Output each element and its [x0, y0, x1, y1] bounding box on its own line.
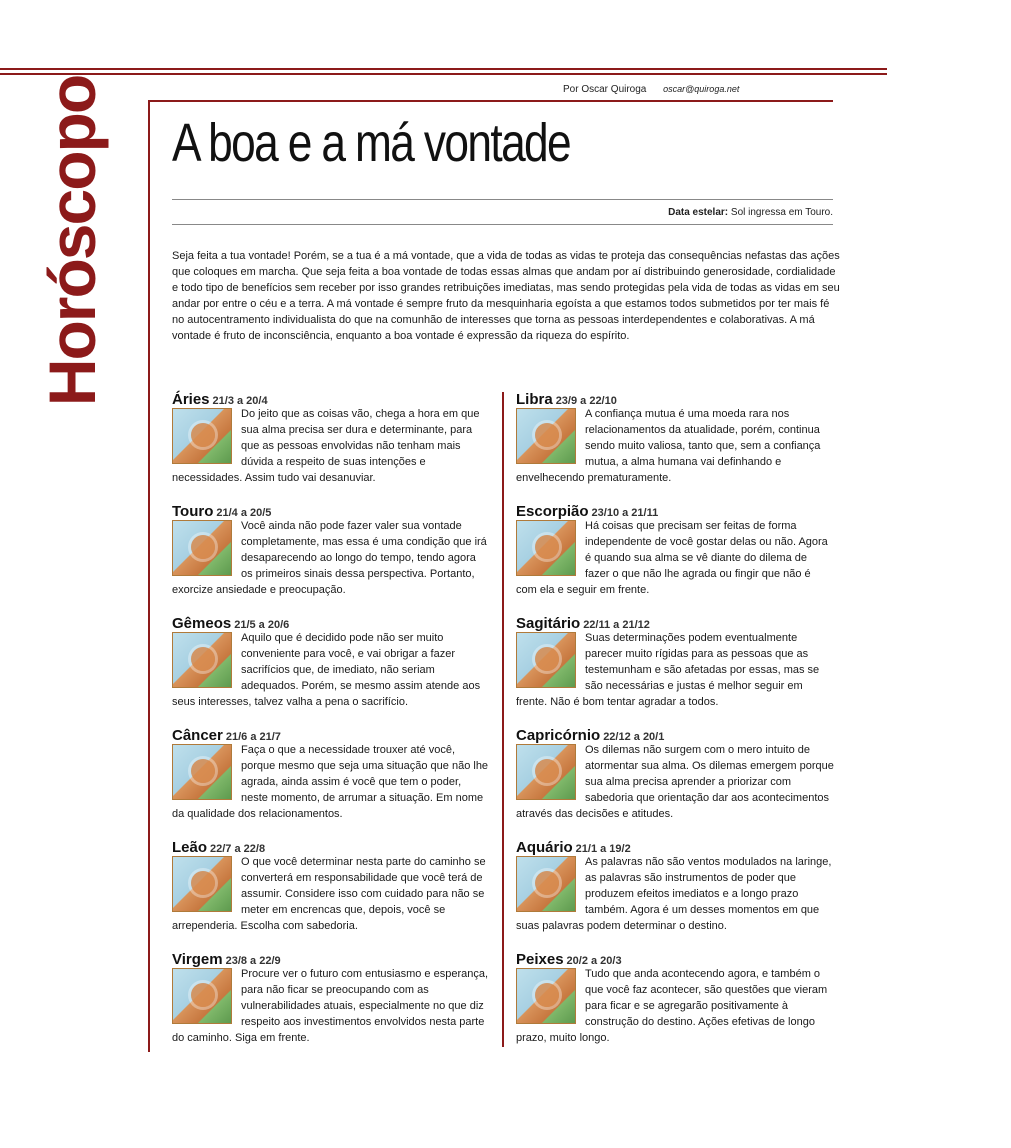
sign-8 — [516, 611, 834, 710]
intro-paragraph: Seja feita a tua vontade! Porém, se a tua é a má vontade, que a vida de todas as vidas te proteja das consequências nefastas das ações que coloques em marcha. Que seja feita a boa vontade de todas essas almas que andam por aí distribuindo generosidade, cordialidade e todo tipo de benefícios sem receber por isso grandes retribuições imediatas, mas sendo protegidas pela vida de todas as vidas em seu andar por entre o céu e a terra. A má vontade é sempre fruto da mesquinharia egoísta a que estamos todos submetidos por ter mais fé no autocentramento individualista do que na comunhão de interesses que torna as pessoas interdependentes e colaborativas. A má vontade é fruto de inconsciência, enquanto a boa vontade é expressão da riqueza do espírito. — [172, 250, 840, 342]
sign-4 — [172, 835, 490, 934]
sign-dates: 20/2 a 20/3 — [566, 955, 622, 967]
sagittarius-centaur-illustration — [516, 632, 576, 688]
sign-body — [516, 518, 834, 598]
sign-name: Sagitário — [516, 615, 581, 632]
sign-text: A confiança mutua é uma moeda rara nos relacionamentos da atualidade, porém, continua sendo muito valiosa, tanto que, sem a confiança mutua, a alma humana vai definhando e envelhecendo prematuramente. — [516, 408, 821, 484]
sign-body — [516, 406, 834, 486]
sign-heading — [172, 387, 490, 406]
sign-body — [172, 742, 490, 822]
divider — [172, 199, 833, 200]
sign-name: Virgem — [172, 951, 223, 968]
section-title: Horóscopo — [35, 75, 109, 407]
author-email[interactable]: oscar@quiroga.net — [663, 84, 740, 94]
sign-dates: 21/3 a 20/4 — [212, 395, 268, 407]
sign-heading — [516, 835, 834, 854]
page-title: A boa e a má vontade — [172, 113, 571, 173]
gemini-twins-illustration — [172, 632, 232, 688]
sign-text: Faça o que a necessidade trouxer até você, porque mesmo que seja uma situação que não lhe agrada, ainda assim é você que tem o poder, neste momento, de arrumar a situação. Em nome da qualidade dos relacionamentos. — [172, 744, 489, 820]
sign-9 — [516, 723, 834, 822]
sign-11 — [516, 947, 834, 1046]
sign-heading — [516, 611, 834, 630]
sign-text: Tudo que anda acontecendo agora, e também o que você faz acontecer, são questões que vieram para ficar e se agregarão positivamente à construção do destino. Ações efetivas de longo prazo, muito longo. — [516, 968, 828, 1044]
sign-text: Você ainda não pode fazer valer sua vontade completamente, mas essa é uma condição que irá desaparecendo ao longo do tempo, tendo agora os primeiros sinais dessa perspectiva. Portanto, exorcize ansiedade e preocupação. — [172, 520, 487, 596]
sign-dates: 23/9 a 22/10 — [555, 395, 617, 407]
sign-name: Leão — [172, 839, 208, 856]
sign-name: Câncer — [172, 727, 223, 744]
stellar-date: Data estelar: Sol ingressa em Touro. — [668, 207, 833, 218]
sign-name: Gêmeos — [172, 615, 232, 632]
sign-body — [172, 518, 490, 598]
sign-heading — [172, 947, 490, 966]
sign-body — [516, 742, 834, 822]
sign-heading — [172, 723, 490, 742]
aquarius-waterbearer-illustration — [516, 856, 576, 912]
scorpio-scorpion-illustration — [516, 520, 576, 576]
sign-name: Escorpião — [516, 503, 589, 520]
sign-heading — [516, 723, 834, 742]
sign-heading — [172, 835, 490, 854]
cancer-crab-illustration — [172, 744, 232, 800]
sign-body — [172, 966, 490, 1046]
author-name: Por Oscar Quiroga — [563, 84, 647, 95]
sign-name: Peixes — [516, 951, 564, 968]
libra-scales-illustration — [516, 408, 576, 464]
sign-1 — [172, 499, 490, 598]
sign-6 — [516, 387, 834, 486]
sign-text: Procure ver o futuro com entusiasmo e esperança, para não ficar se preocupando com as vulnerabilidades atuais, especialmente no que diz respeito aos investimentos envolvidos nesta parte do caminho. Siga em frente. — [172, 968, 489, 1044]
sign-body — [172, 630, 490, 710]
sign-3 — [172, 723, 490, 822]
top-rule — [0, 68, 887, 70]
sign-body — [516, 966, 834, 1046]
sign-name: Capricórnio — [516, 727, 601, 744]
sign-heading — [172, 611, 490, 630]
sign-0 — [172, 387, 490, 486]
frame-left — [148, 100, 150, 1052]
byline — [563, 84, 739, 95]
sign-heading — [172, 499, 490, 518]
top-rule-secondary — [0, 73, 887, 75]
sign-heading — [516, 499, 834, 518]
sign-5 — [172, 947, 490, 1046]
sign-text: Do jeito que as coisas vão, chega a hora em que sua alma precisa ser dura e determinante, para que as pessoas envolvidas não tenham mais dúvida a respeito de suas intenções e necessidades. Assim tudo vai desanuviar. — [172, 408, 480, 484]
sign-text: O que você determinar nesta parte do caminho se converterá em responsabilidade que você terá de assumir. Considere isso com cuidado para não se meter em encrencas que, depois, você se arrependeria. Escolha com sabedoria. — [172, 856, 486, 932]
pisces-fish-illustration — [516, 968, 576, 1024]
sign-heading — [516, 387, 834, 406]
sign-text: Há coisas que precisam ser feitas de forma independente de você gostar delas ou não. Agora é quando sua alma se vê diante do dilema de fazer o que não lhe agrada ou fingir que não é com ela e seguir em frente. — [516, 520, 828, 596]
sign-dates: 21/5 a 20/6 — [234, 619, 290, 631]
sign-dates: 22/11 a 21/12 — [583, 619, 650, 631]
sign-dates: 21/1 a 19/2 — [575, 843, 631, 855]
sign-dates: 21/6 a 21/7 — [225, 731, 281, 743]
sign-name: Áries — [172, 391, 210, 408]
sign-body — [516, 630, 834, 710]
sign-text: Aquilo que é decidido pode não ser muito conveniente para você, e vai obrigar a fazer sacrifícios que, de imediato, não seriam adequados. Porém, se mesmo assim atende aos seus interesses, talvez valha a pena o sacrifício. — [172, 632, 481, 708]
leo-lion-illustration — [172, 856, 232, 912]
sign-10 — [516, 835, 834, 934]
sign-text: Os dilemas não surgem com o mero intuito de atormentar sua alma. Os dilemas emergem porque sua alma precisa aprender a priorizar com sabedoria que orientação dar aos acontecimentos através das decisões e atitudes. — [516, 744, 834, 820]
sign-text: As palavras não são ventos modulados na laringe, as palavras são instrumentos de poder que produzem efeitos imediatos e a longo prazo também. Agora é um desses momentos em que suas palavras podem determinar o destino. — [516, 856, 832, 932]
sign-name: Libra — [516, 391, 553, 408]
sign-7 — [516, 499, 834, 598]
sign-dates: 23/10 a 21/11 — [591, 507, 659, 519]
sign-name: Aquário — [516, 839, 573, 856]
divider — [172, 224, 833, 225]
aries-ram-illustration — [172, 408, 232, 464]
column-divider — [502, 392, 504, 1047]
sign-body — [172, 854, 490, 934]
sign-body — [516, 854, 834, 934]
sign-body — [172, 406, 490, 486]
sign-2 — [172, 611, 490, 710]
sign-text: Suas determinações podem eventualmente parecer muito rígidas para as pessoas que as testemunham e são afetadas por essas, mas se são necessárias e justas é melhor seguir em frente. Não é bom tentar agradar a todos. — [516, 632, 820, 708]
sign-dates: 22/7 a 22/8 — [210, 843, 266, 855]
frame-top — [148, 100, 833, 102]
sign-heading — [516, 947, 834, 966]
sign-name: Touro — [172, 503, 214, 520]
capricorn-goat-illustration — [516, 744, 576, 800]
sign-dates: 22/12 a 20/1 — [603, 731, 665, 743]
virgo-maiden-illustration — [172, 968, 232, 1024]
taurus-bull-illustration — [172, 520, 232, 576]
sign-dates: 23/8 a 22/9 — [225, 955, 281, 967]
sign-dates: 21/4 a 20/5 — [216, 507, 272, 519]
